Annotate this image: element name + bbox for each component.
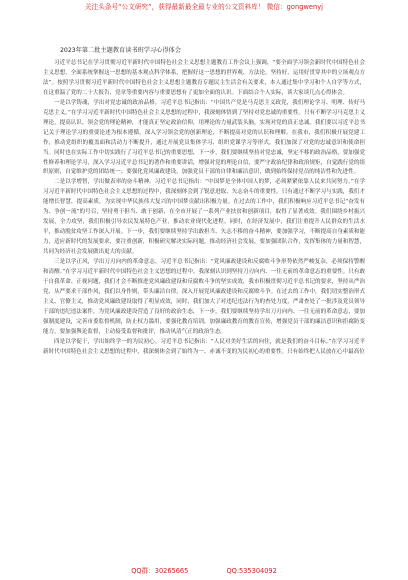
paragraph-point-4: 四是以学促干，学出始终学一的为民初心。习近平总书记指出：“人民对美好生活的向往，就是我们的奋斗目标。”在学习习近平新时代中国特色社会主义思想的过程中，我深刻体会到了始终为一、赤诚不变的为民初心的重要性。只有始终把人民放在心中最高位	[43, 338, 365, 355]
paragraph-point-3: 三是以学正风，学出刀刃向内的革命意志。习近平总书记指出：“党风廉政建设和反腐败斗争形势依然严峻复杂，必须保持警醒和清醒。”在学习习近平新时代中国特色社会主义思想的过程中，我深刻认识到坚持刀刃向内、一往无前的革命意志的重要性。只有敢于自我革命、正视问题，我们才会不断推进党风廉政建设和反腐败斗争的坚实成效，我市积极贯彻习近平总书记的要求，坚持从严治党、从严要求干部作风，我们以身作则，带头廉洁自律，深入开展党风廉政建设和反腐败斗争。在过去的工作中，我们切实整治形式主义、官僚主义，推动党风廉政建设取得了明显成效，同时，我们加大了对违纪违法行为的查处力度，严肃查处了一批涉及党员领导干部的违纪违法案件，为党风廉政建设营造了良好的政治生态，下一步，我们要继续坚持学出刀刃向内、一往无前的革命意志，要加强制度建设，完善市委监督机制，防止权力滥用，要强化教育培训，加强廉政教育的教育宣传，增强党员干部的廉洁意识和拒腐防变能力，要加强舆论监督，主动接受监督和批评，推动风清气正的政治生态。	[43, 259, 365, 335]
paragraph-point-2: 二是以学增智，学出做表率的奋斗精神。习近平总书记指出：“中国梦是全体中国人的梦，必须紧紧依靠人民来共同努力。”在学习习近平新时代中国特色社会主义思想的过程中，我深刻体会到了锐意进取、矢志奋斗的重要性。只有通过不断学习与实践，我们才能增长智慧，提高素质，为实现中华民族伟大复兴的中国梦贡献出积极力量。在过去的工作中，我们积极响应习近平总书记“奋发有为、争创一流”的号召，坚持勇于担当、敢于创新，在全市开展了一系列产业扶贫和创新项目，取得了显著成效。我们围绕乡村振兴发展，全力攻坚，我们积极引导农民发展特色产业，推动农业现代化进程。同时，在经济发展中，我们注重提升人民群众的生活水平，推动脱贫攻坚工作深入开展。下一步，我们要继续坚持学出敢担当、矢志不移的奋斗精神，要加强学习，不断提高自身素质和能力，适应新时代的发展要求，要注重创新，积极研究解决实际问题，推动经济社会发展，要加强团队合作，发挥集体的力量和智慧，共同为经济社会发展做出更大的贡献。	[43, 179, 365, 256]
qq-group-number: QQ群：30265665	[131, 567, 189, 575]
promo-banner: 关注头条号“公文研究”，获得最新最全最专业的公文资料库！ 微信：gongwenyj	[84, 3, 324, 11]
paragraph-point-1: 一是以学铸魂，学出对党忠诚的政治品格。习近平总书记指出：“中国共产党是马克思主义政党，我们理论学习、明理、传好马克思主义。”在学习习近平新时代中国特色社会主义思想的过程中，我深刻体悟到了坚持对党忠诚的重要性。只有不断学习马克思主义理论，提高认识、领会党的理论精神，才能真正坚定政治信仰，用理论的力量武装头脑，实现对党的真正忠诚。我们要以习近平总书记关于理论学习的重要论述为根本遵循，深入学习领会党的创新理论，不断提高对党的认识和理解。在我市，我们积极开展党建工作，推动党组织的覆盖面和活动力不断提升，通过开展党员集体学习、组织党课学习等形式，我们加深了对党的忠诚意识和使命担当。同时也在实际工作中切实践行了习近平总书记的重要思想，下一步，我们要继续坚持对党忠诚，坚定不移的政治品格，要加强党性修养和理论学习，深入学习习近平总书记的著作和重要讲话，增强对党的理论自信，要严守政治纪律和政治规矩，自觉践行党的组织原则，自觉维护党的团结统一；要强化党风廉政建设，加强党员干部的自律和廉洁意识，做到始终保持党员的纯洁性和先进性。	[43, 99, 365, 176]
footer-contact	[0, 565, 408, 575]
document-title: 2023年第二批主题教育读书班学习心得体会	[60, 47, 181, 54]
document-body	[43, 59, 365, 358]
qq-number: QQ:535304092	[226, 567, 277, 575]
paragraph-intro: 习近平总书记在学习贯彻习近平新时代中国特色社会主义思想主题教育工作会议上强调，“要全面学习领会新时代中国特色社会主义思想，全面系统掌握这一思想的基本观点科学体系，把握好这一思想的世界观、方法论，坚持好、运用好贯穿其中的立场观点方法”。按照学习贯彻习近平新时代中国特色社会主义思想主题教育专题民主生活会有关要求，本人通过集中学习和个人自学等方式，在这重温了党的二十大报告、党章等重要内容与重要思想有了更加全面的认识。下面结合个人实际，谈大家谈几点心得体会。	[43, 60, 365, 96]
